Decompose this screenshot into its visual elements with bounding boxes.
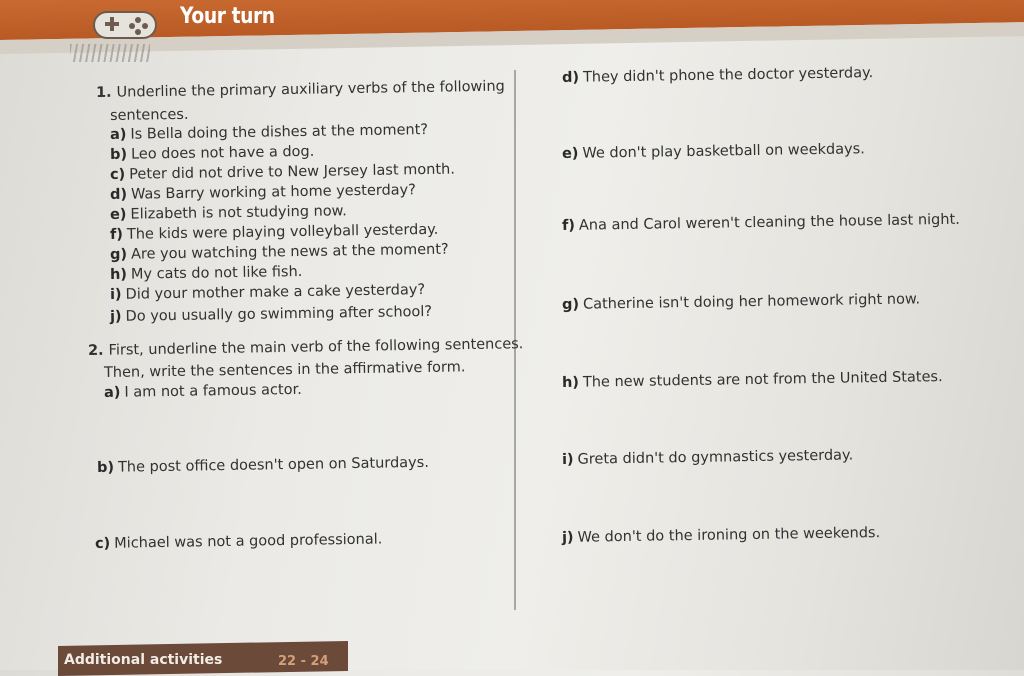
- list-item: j) We don't do the ironing on the weekends.: [561, 525, 881, 546]
- list-item: d) Was Barry working at home yesterday?: [109, 182, 417, 203]
- exercise-1-instruction-cont: sentences.: [109, 106, 189, 124]
- page-title: Your turn: [180, 4, 275, 29]
- exercise-1-instruction-line1: Underline the primary auxiliary verbs of the following: [116, 78, 505, 101]
- list-item: i) Did your mother make a cake yesterday?: [109, 282, 426, 303]
- additional-activities-label: Additional activities: [64, 652, 223, 668]
- list-item: i) Greta didn't do gymnastics yesterday.: [561, 447, 854, 468]
- list-item: a) I am not a famous actor.: [103, 381, 302, 401]
- list-item: d) They didn't phone the doctor yesterday.: [561, 65, 874, 86]
- list-item: g) Catherine isn't doing her homework right now.: [561, 291, 921, 313]
- footer-page-range: 22 - 24: [278, 654, 329, 669]
- decorative-hatching: [70, 44, 150, 62]
- list-item: g) Are you watching the news at the moment?: [109, 241, 449, 263]
- exercise-2-instruction-line1: First, underline the main verb of the following sentences.: [108, 336, 524, 359]
- list-item: b) The post office doesn't open on Saturdays.: [96, 454, 429, 476]
- list-item: a) Is Bella doing the dishes at the moment?: [109, 122, 429, 143]
- list-item: f) Ana and Carol weren't cleaning the house last night.: [561, 211, 960, 234]
- exercise-2-instruction: [88, 336, 524, 359]
- exercise-1-number: 1.: [95, 84, 112, 101]
- game-controller-icon: [90, 4, 160, 44]
- exercise-1-instruction: [96, 79, 505, 101]
- exercise-2-instruction-cont: Then, write the sentences in the affirmative form.: [103, 359, 466, 381]
- list-item: h) The new students are not from the United States.: [561, 369, 943, 391]
- list-item: b) Leo does not have a dog.: [109, 143, 315, 163]
- list-item: h) My cats do not like fish.: [109, 263, 303, 283]
- list-item: j) Do you usually go swimming after school?: [109, 303, 433, 325]
- list-item: c) Peter did not drive to New Jersey last month.: [109, 161, 456, 183]
- list-item: e) Elizabeth is not studying now.: [109, 203, 347, 223]
- list-item: e) We don't play basketball on weekdays.: [561, 141, 865, 162]
- list-item: c) Michael was not a good professional.: [94, 531, 383, 552]
- list-item: f) The kids were playing volleyball yesterday.: [109, 221, 439, 243]
- exercise-2-number: 2.: [87, 342, 104, 359]
